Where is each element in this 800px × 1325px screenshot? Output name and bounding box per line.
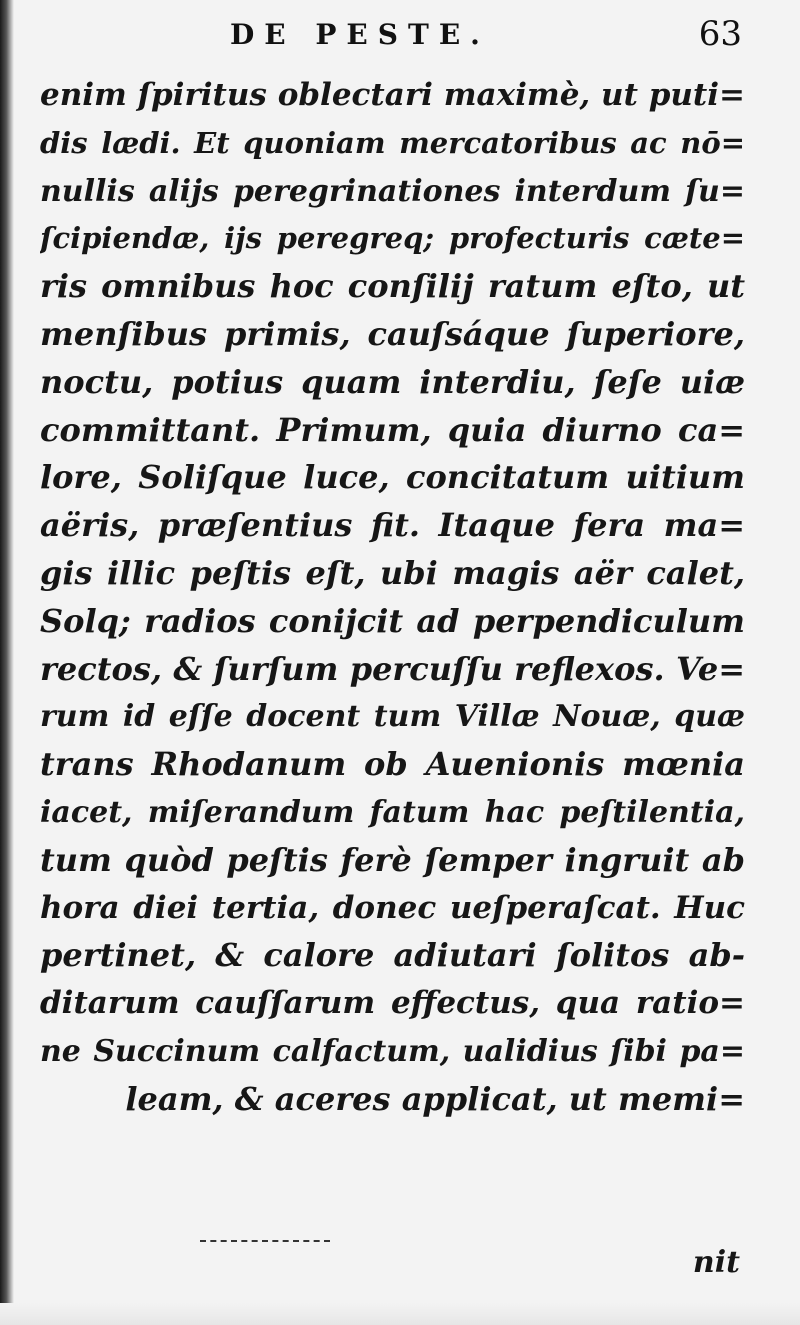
text-line: aëris, præſentius fit. Itaque fera ma=: [40, 506, 745, 545]
text-line: tum quòd peſtis ferè ſemper ingruit ab: [40, 840, 745, 879]
running-head-title: DE PESTE.: [230, 18, 490, 51]
text-line: dis lædi. Et quoniam mercatoribus ac nō=: [40, 125, 745, 160]
text-line: lore, Soliſque luce, concitatum uitium: [40, 458, 745, 497]
page-number: 63: [698, 14, 742, 54]
catchword: nit: [692, 1245, 740, 1280]
page-bottom-edge: [0, 1303, 800, 1325]
text-line: ſcipiendæ, ijs peregreq; profecturis cæte=: [40, 221, 745, 256]
text-line: menſibus primis, cauſsáque ſuperiore,: [40, 314, 745, 353]
text-line: iacet, miſerandum fatum hac peſtilentia,: [40, 794, 745, 830]
text-line: nullis alijs peregrinationes interdum ſu=: [40, 173, 745, 209]
text-line: rum id eſſe docent tum Villæ Nouæ, quæ: [40, 699, 745, 735]
text-line: enim ſpiritus oblectari maximè, ut puti=: [40, 77, 745, 113]
signature-mark: [200, 1240, 330, 1242]
text-line: rectos, & ſurſum percuſſu reflexos. Ve=: [40, 649, 745, 688]
text-line: ne Succinum calfactum, ualidius ſibi pa=: [40, 1033, 745, 1069]
page-gutter-shadow: [0, 0, 14, 1325]
text-line: trans Rhodanum ob Auenionis mœnia: [40, 745, 745, 784]
text-line: noctu, potius quam interdiu, ſeſe uiæ: [40, 362, 745, 401]
text-line: leam, & aceres applicat, ut memi=: [125, 1079, 745, 1118]
text-line: gis illic peſtis eſt, ubi magis aër calet,: [40, 553, 745, 592]
text-line: committant. Primum, quia diurno ca=: [40, 410, 745, 449]
text-line: Solq; radios conijcit ad perpendiculum: [40, 601, 745, 640]
text-line: hora diei tertia, donec ueſperaſcat. Huc: [40, 889, 745, 926]
text-line: ris omnibus hoc conſilij ratum eſto, ut: [40, 267, 745, 306]
body-text: [40, 72, 745, 1124]
running-head: [0, 14, 800, 54]
text-line: pertinet, & calore adiutari ſolitos ab-: [40, 936, 745, 975]
text-line: ditarum cauſſarum effectus, qua ratio=: [40, 985, 745, 1022]
